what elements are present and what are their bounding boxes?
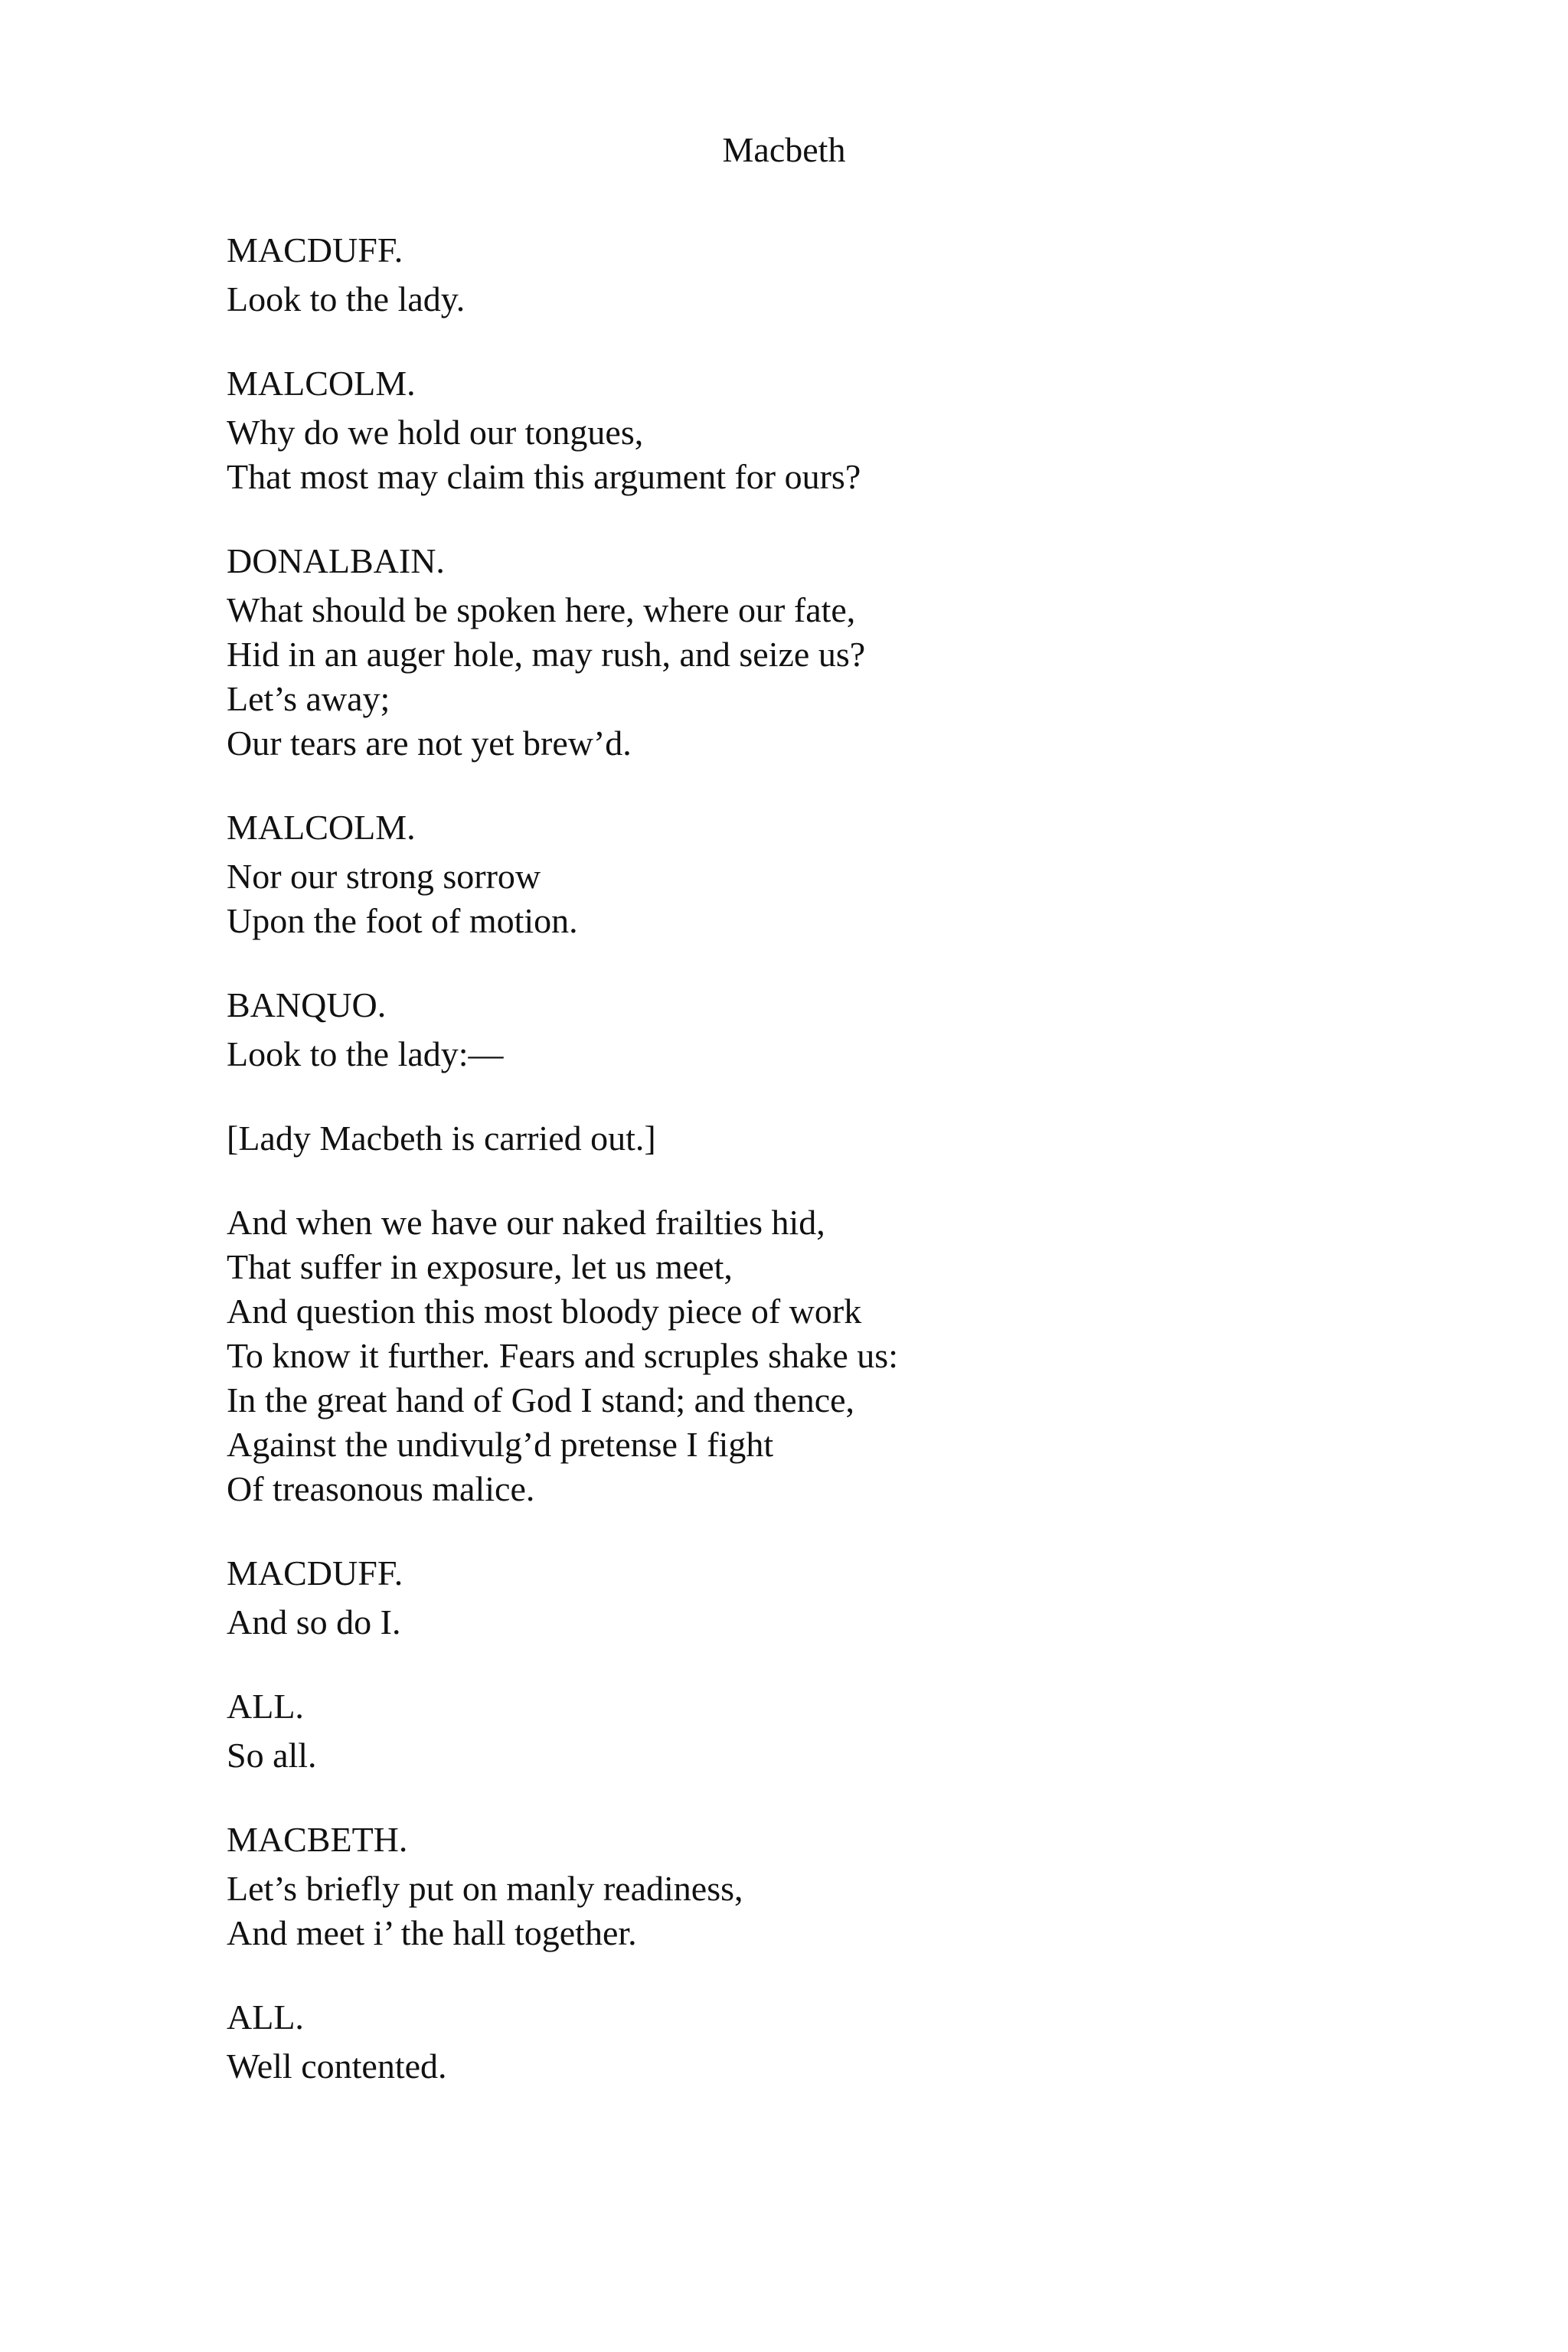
speech-block: [227, 1550, 1375, 1645]
speech-continuation: [227, 1200, 1375, 1511]
page-title: Macbeth: [722, 130, 846, 169]
dialogue-line: Against the undivulg’d pretense I fight: [227, 1425, 774, 1464]
dialogue-line: To know it further. Fears and scruples shake us:: [227, 1336, 898, 1375]
dialogue-line: Let’s away;: [227, 679, 390, 718]
speech-block: [227, 360, 1375, 499]
speaker-name: MACBETH.: [227, 1820, 408, 1859]
dialogue-line: Let’s briefly put on manly readiness,: [227, 1869, 743, 1908]
speaker-name: BANQUO.: [227, 985, 387, 1024]
dialogue-line: What should be spoken here, where our fate,: [227, 590, 856, 629]
dialogue-line: Nor our strong sorrow: [227, 857, 541, 896]
dialogue-line: Of treasonous malice.: [227, 1469, 535, 1508]
dialogue-line: And meet i’ the hall together.: [227, 1913, 637, 1952]
dialogue-line: And when we have our naked frailties hid,: [227, 1203, 825, 1242]
speech-block: [227, 227, 1375, 322]
speech-block: [227, 537, 1375, 766]
speech-block: [227, 982, 1375, 1076]
speaker-name: MALCOLM.: [227, 364, 416, 403]
speaker-name: DONALBAIN.: [227, 541, 445, 580]
stage-direction-block: [227, 1115, 1375, 1162]
dialogue-line: Well contented.: [227, 2047, 447, 2086]
dialogue-line: Why do we hold our tongues,: [227, 413, 644, 452]
speaker-name: MACDUFF.: [227, 230, 403, 270]
speaker-name: MALCOLM.: [227, 808, 416, 847]
speech-block: [227, 804, 1375, 943]
dialogue-line: Hid in an auger hole, may rush, and seize us?: [227, 635, 866, 674]
speaker-name: ALL.: [227, 1687, 304, 1726]
stage-direction: [Lady Macbeth is carried out.]: [227, 1119, 656, 1158]
speech-block: [227, 1816, 1375, 1955]
speech-block: [227, 1683, 1375, 1778]
dialogue-line: Look to the lady:—: [227, 1034, 504, 1073]
dialogue-line: Look to the lady.: [227, 279, 466, 318]
dialogue-line: And so do I.: [227, 1602, 401, 1642]
play-text: [227, 227, 1375, 2127]
dialogue-line: Our tears are not yet brew’d.: [227, 724, 632, 763]
dialogue-line: And question this most bloody piece of work: [227, 1292, 862, 1331]
dialogue-line: Upon the foot of motion.: [227, 901, 578, 940]
dialogue-line: In the great hand of God I stand; and thence,: [227, 1380, 855, 1419]
speech-block: [227, 1994, 1375, 2089]
dialogue-line: That most may claim this argument for ours?: [227, 457, 861, 496]
speaker-name: ALL.: [227, 1998, 304, 2037]
dialogue-line: That suffer in exposure, let us meet,: [227, 1247, 733, 1286]
speaker-name: MACDUFF.: [227, 1553, 403, 1592]
dialogue-line: So all.: [227, 1736, 317, 1775]
